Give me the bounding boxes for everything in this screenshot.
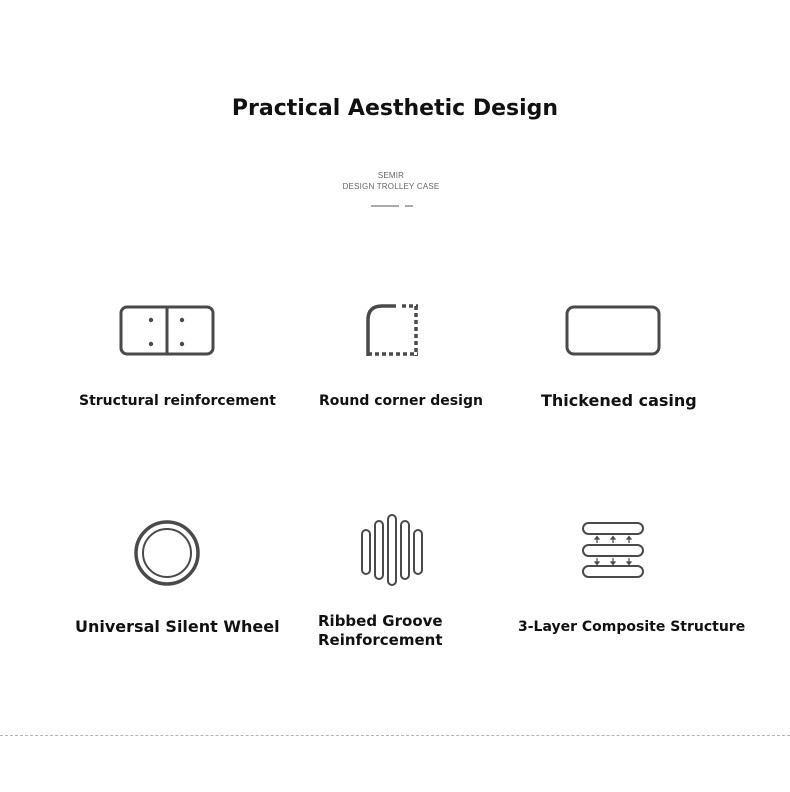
page-title: Practical Aesthetic Design	[231, 96, 559, 121]
three-layer-icon	[580, 520, 646, 580]
feature-label-thickened: Thickened casing	[541, 391, 697, 410]
silent-wheel-icon	[133, 519, 201, 587]
feature-label-round-corner: Round corner design	[319, 393, 483, 409]
page-subtitle: DESIGN TROLLEY CASE	[342, 182, 440, 191]
ribbed-groove-icon	[359, 512, 425, 588]
structural-reinforcement-icon	[118, 304, 216, 358]
feature-label-three-layer: 3-Layer Composite Structure	[518, 619, 746, 635]
feature-label-ribbed-1: Ribbed Groove	[318, 612, 443, 630]
bottom-divider	[0, 735, 790, 736]
brand-name: SEMIR	[377, 171, 405, 180]
feature-label-ribbed-2: Reinforcement	[318, 631, 443, 649]
title-divider-short	[405, 205, 413, 207]
title-divider-long	[371, 205, 399, 207]
thickened-casing-icon	[564, 304, 662, 358]
round-corner-icon	[364, 302, 422, 360]
feature-label-structural: Structural reinforcement	[79, 393, 276, 409]
feature-label-wheel: Universal Silent Wheel	[75, 617, 280, 636]
